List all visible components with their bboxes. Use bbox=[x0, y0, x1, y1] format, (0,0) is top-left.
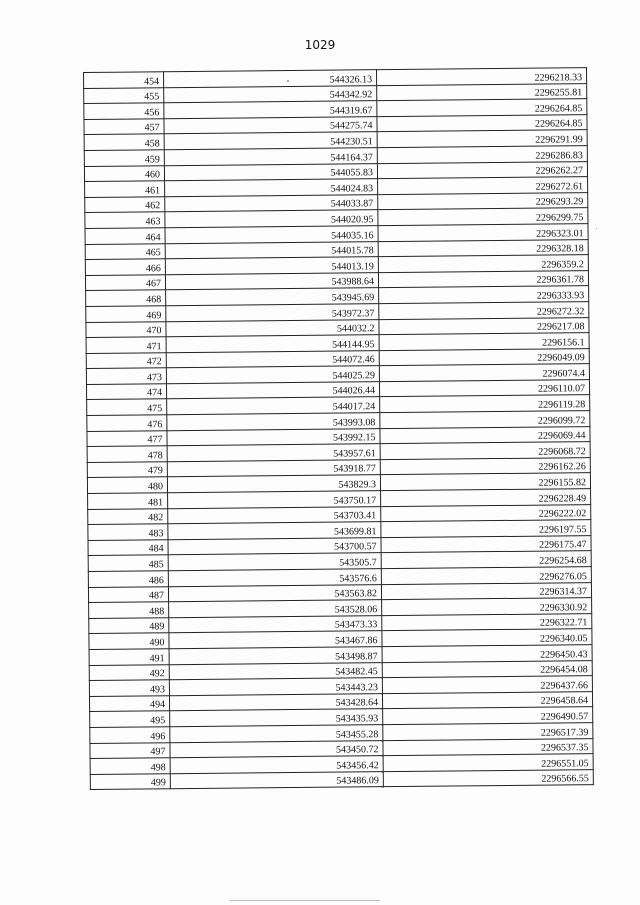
point-number-cell: 457 bbox=[84, 119, 164, 135]
y-coordinate-cell: 2296272.32 bbox=[379, 302, 589, 320]
point-number-cell: 476 bbox=[87, 415, 167, 431]
y-coordinate-cell: 2296068.72 bbox=[380, 442, 590, 460]
y-coordinate-cell: 2296222.02 bbox=[381, 504, 591, 522]
y-coordinate-cell: 2296286.83 bbox=[377, 146, 587, 164]
point-number-cell: 454 bbox=[84, 72, 164, 88]
y-coordinate-cell: 2296074.4 bbox=[379, 364, 589, 382]
point-number-cell: 471 bbox=[86, 337, 166, 353]
x-coordinate-cell: 543473.33 bbox=[169, 615, 382, 633]
x-coordinate-cell: 544033.87 bbox=[165, 194, 378, 212]
point-number-cell: 498 bbox=[90, 758, 170, 774]
point-number-cell: 469 bbox=[86, 306, 166, 322]
x-coordinate-cell: 543455.28 bbox=[170, 725, 383, 743]
point-number-cell: 487 bbox=[88, 586, 168, 602]
x-coordinate-cell: 544035.16 bbox=[165, 226, 378, 244]
point-number-cell: 473 bbox=[86, 368, 166, 384]
x-coordinate-cell: 544020.95 bbox=[165, 210, 378, 228]
y-coordinate-cell: 2296293.29 bbox=[378, 192, 588, 210]
x-coordinate-cell: 543576.6 bbox=[168, 569, 381, 587]
y-coordinate-cell: 2296299.75 bbox=[378, 208, 588, 226]
x-coordinate-cell: 543750.17 bbox=[168, 491, 381, 509]
point-number-cell: 496 bbox=[90, 727, 170, 743]
y-coordinate-cell: 2296264.85 bbox=[377, 114, 587, 132]
x-coordinate-cell: 543443.23 bbox=[169, 678, 382, 696]
y-coordinate-cell: 2296291.99 bbox=[377, 130, 587, 148]
x-coordinate-cell: 544144.95 bbox=[166, 335, 379, 353]
x-coordinate-cell: 543972.37 bbox=[166, 304, 379, 322]
x-coordinate-cell: 543945.69 bbox=[166, 288, 379, 306]
point-number-cell: 478 bbox=[87, 446, 167, 462]
x-coordinate-cell: 544025.29 bbox=[166, 366, 379, 384]
x-coordinate-cell: 544275.74 bbox=[164, 116, 377, 134]
y-coordinate-cell: 2296119.28 bbox=[380, 395, 590, 413]
x-coordinate-cell: 543486.09 bbox=[170, 771, 383, 789]
point-number-cell: 459 bbox=[84, 150, 164, 166]
point-number-cell: 499 bbox=[90, 773, 170, 789]
y-coordinate-cell: 2296218.33 bbox=[376, 68, 586, 86]
x-coordinate-cell: 543505.7 bbox=[168, 553, 381, 571]
y-coordinate-cell: 2296333.93 bbox=[379, 286, 589, 304]
y-coordinate-cell: 2296272.61 bbox=[378, 177, 588, 195]
y-coordinate-cell: 2296262.27 bbox=[377, 161, 587, 179]
x-coordinate-cell: 543988.64 bbox=[165, 272, 378, 290]
point-number-cell: 477 bbox=[87, 430, 167, 446]
point-number-cell: 475 bbox=[87, 399, 167, 415]
x-coordinate-cell: 544072.46 bbox=[166, 350, 379, 368]
x-coordinate-cell: 544342.92 bbox=[164, 85, 377, 103]
x-coordinate-cell: 543703.41 bbox=[168, 506, 381, 524]
y-coordinate-cell: 2296228.49 bbox=[381, 489, 591, 507]
y-coordinate-cell: 2296264.85 bbox=[377, 99, 587, 117]
y-coordinate-cell: 2296255.81 bbox=[377, 83, 587, 101]
point-number-cell: 467 bbox=[85, 274, 165, 290]
x-coordinate-cell: 543563.82 bbox=[168, 584, 381, 602]
point-number-cell: 490 bbox=[89, 633, 169, 649]
x-coordinate-cell: 544326.13 bbox=[164, 70, 377, 88]
x-coordinate-cell: 543428.64 bbox=[169, 693, 382, 711]
y-coordinate-cell: 2296490.57 bbox=[383, 707, 593, 725]
x-coordinate-cell: 543829.3 bbox=[167, 475, 380, 493]
y-coordinate-cell: 2296359.2 bbox=[378, 255, 588, 273]
point-number-cell: 484 bbox=[88, 540, 168, 556]
point-number-cell: 462 bbox=[85, 196, 165, 212]
point-number-cell: 460 bbox=[84, 165, 164, 181]
y-coordinate-cell: 2296217.08 bbox=[379, 317, 589, 335]
coordinates-table-wrapper bbox=[83, 67, 593, 790]
x-coordinate-cell: 544015.78 bbox=[165, 241, 378, 259]
y-coordinate-cell: 2296517.39 bbox=[383, 723, 593, 741]
point-number-cell: 463 bbox=[85, 212, 165, 228]
x-coordinate-cell: 544024.83 bbox=[165, 179, 378, 197]
point-number-cell: 493 bbox=[89, 680, 169, 696]
y-coordinate-cell: 2296328.18 bbox=[378, 239, 588, 257]
point-number-cell: 474 bbox=[86, 384, 166, 400]
coordinates-table-body bbox=[84, 68, 594, 790]
y-coordinate-cell: 2296450.43 bbox=[382, 645, 592, 663]
point-number-cell: 489 bbox=[89, 617, 169, 633]
point-number-cell: 465 bbox=[85, 243, 165, 259]
x-coordinate-cell: 544032.2 bbox=[166, 319, 379, 337]
y-coordinate-cell: 2296322.71 bbox=[382, 613, 592, 631]
point-number-cell: 497 bbox=[90, 742, 170, 758]
point-number-cell: 482 bbox=[88, 508, 168, 524]
x-coordinate-cell: 543498.87 bbox=[169, 647, 382, 665]
x-coordinate-cell: 543482.45 bbox=[169, 662, 382, 680]
y-coordinate-cell: 2296110.07 bbox=[379, 380, 589, 398]
point-number-cell: 483 bbox=[88, 524, 168, 540]
x-coordinate-cell: 543700.57 bbox=[168, 537, 381, 555]
x-coordinate-cell: 544013.19 bbox=[165, 257, 378, 275]
point-number-cell: 481 bbox=[88, 493, 168, 509]
point-number-cell: 492 bbox=[89, 664, 169, 680]
y-coordinate-cell: 2296437.66 bbox=[382, 676, 592, 694]
point-number-cell: 461 bbox=[85, 181, 165, 197]
point-number-cell: 456 bbox=[84, 103, 164, 119]
scan-speck bbox=[287, 80, 289, 82]
y-coordinate-cell: 2296175.47 bbox=[381, 535, 591, 553]
scan-edge-line bbox=[230, 900, 380, 901]
y-coordinate-cell: 2296537.35 bbox=[383, 738, 593, 756]
point-number-cell: 466 bbox=[85, 259, 165, 275]
y-coordinate-cell: 2296314.37 bbox=[381, 582, 591, 600]
x-coordinate-cell: 543467.86 bbox=[169, 631, 382, 649]
point-number-cell: 495 bbox=[90, 711, 170, 727]
y-coordinate-cell: 2296361.78 bbox=[378, 270, 588, 288]
x-coordinate-cell: 543957.61 bbox=[167, 444, 380, 462]
point-number-cell: 458 bbox=[84, 134, 164, 150]
x-coordinate-cell: 543993.08 bbox=[167, 413, 380, 431]
y-coordinate-cell: 2296340.05 bbox=[382, 629, 592, 647]
x-coordinate-cell: 543699.81 bbox=[168, 522, 381, 540]
page-number: 1029 bbox=[304, 38, 336, 52]
point-number-cell: 486 bbox=[88, 571, 168, 587]
scan-speck bbox=[596, 228, 597, 229]
y-coordinate-cell: 2296551.05 bbox=[383, 754, 593, 772]
y-coordinate-cell: 2296454.08 bbox=[382, 660, 592, 678]
x-coordinate-cell: 543435.93 bbox=[170, 709, 383, 727]
point-number-cell: 468 bbox=[86, 290, 166, 306]
y-coordinate-cell: 2296069.44 bbox=[380, 426, 590, 444]
y-coordinate-cell: 2296276.05 bbox=[381, 567, 591, 585]
x-coordinate-cell: 544164.37 bbox=[164, 148, 377, 166]
x-coordinate-cell: 543918.77 bbox=[167, 460, 380, 478]
point-number-cell: 480 bbox=[87, 477, 167, 493]
point-number-cell: 479 bbox=[87, 462, 167, 478]
x-coordinate-cell: 543528.06 bbox=[169, 600, 382, 618]
y-coordinate-cell: 2296197.55 bbox=[381, 520, 591, 538]
x-coordinate-cell: 544319.67 bbox=[164, 101, 377, 119]
point-number-cell: 485 bbox=[88, 555, 168, 571]
y-coordinate-cell: 2296156.1 bbox=[379, 333, 589, 351]
point-number-cell: 472 bbox=[86, 352, 166, 368]
y-coordinate-cell: 2296566.55 bbox=[383, 769, 593, 787]
point-number-cell: 464 bbox=[85, 228, 165, 244]
y-coordinate-cell: 2296458.64 bbox=[382, 691, 592, 709]
x-coordinate-cell: 544055.83 bbox=[164, 163, 377, 181]
coordinates-table bbox=[83, 67, 594, 790]
x-coordinate-cell: 544026.44 bbox=[166, 382, 379, 400]
point-number-cell: 470 bbox=[86, 321, 166, 337]
y-coordinate-cell: 2296155.82 bbox=[380, 473, 590, 491]
y-coordinate-cell: 2296323.01 bbox=[378, 224, 588, 242]
point-number-cell: 455 bbox=[84, 87, 164, 103]
y-coordinate-cell: 2296099.72 bbox=[380, 411, 590, 429]
point-number-cell: 488 bbox=[89, 602, 169, 618]
y-coordinate-cell: 2296330.92 bbox=[382, 598, 592, 616]
point-number-cell: 491 bbox=[89, 649, 169, 665]
y-coordinate-cell: 2296254.68 bbox=[381, 551, 591, 569]
x-coordinate-cell: 543992.15 bbox=[167, 428, 380, 446]
x-coordinate-cell: 544017.24 bbox=[167, 397, 380, 415]
x-coordinate-cell: 543456.42 bbox=[170, 756, 383, 774]
x-coordinate-cell: 543450.72 bbox=[170, 740, 383, 758]
y-coordinate-cell: 2296162.26 bbox=[380, 457, 590, 475]
point-number-cell: 494 bbox=[89, 695, 169, 711]
x-coordinate-cell: 544230.51 bbox=[164, 132, 377, 150]
y-coordinate-cell: 2296049.09 bbox=[379, 348, 589, 366]
